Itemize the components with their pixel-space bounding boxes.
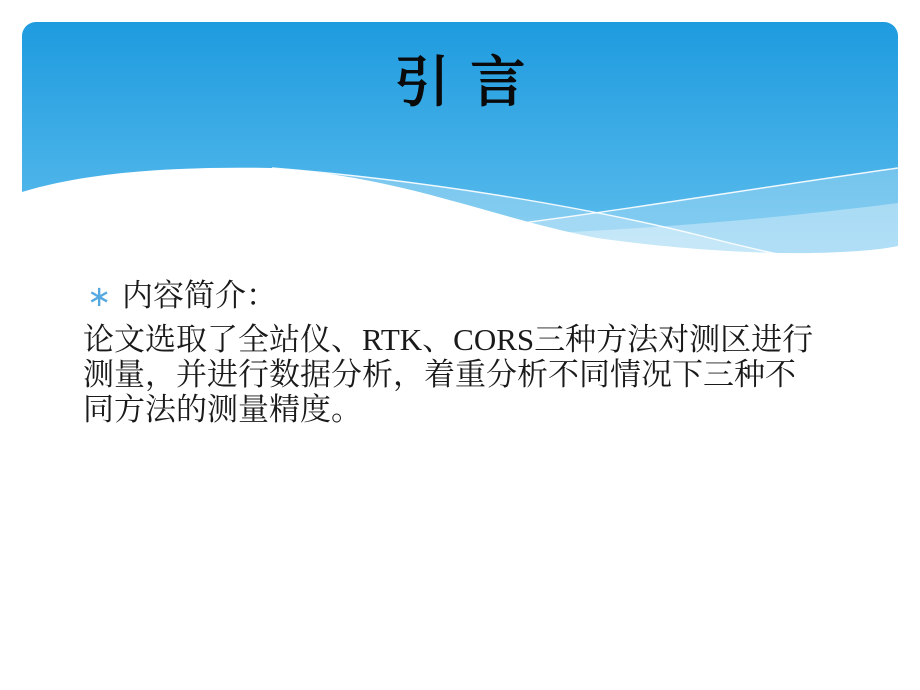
bullet-asterisk-icon: ∗ <box>87 279 112 313</box>
slide-title: 引言 <box>394 52 547 113</box>
slide-body <box>83 278 831 427</box>
body-paragraph <box>83 322 831 427</box>
bullet-item <box>83 278 831 314</box>
paragraph-line: 测量，并进行数据分析，着重分析不同情况下三种不 <box>83 357 796 392</box>
bullet-label: 内容简介： <box>122 278 277 313</box>
paragraph-line: 同方法的测量精度。 <box>83 392 362 427</box>
slide-header <box>22 22 898 282</box>
paragraph-line: 论文选取了全站仪、RTK、CORS三种方法对测区进行 <box>83 322 814 357</box>
